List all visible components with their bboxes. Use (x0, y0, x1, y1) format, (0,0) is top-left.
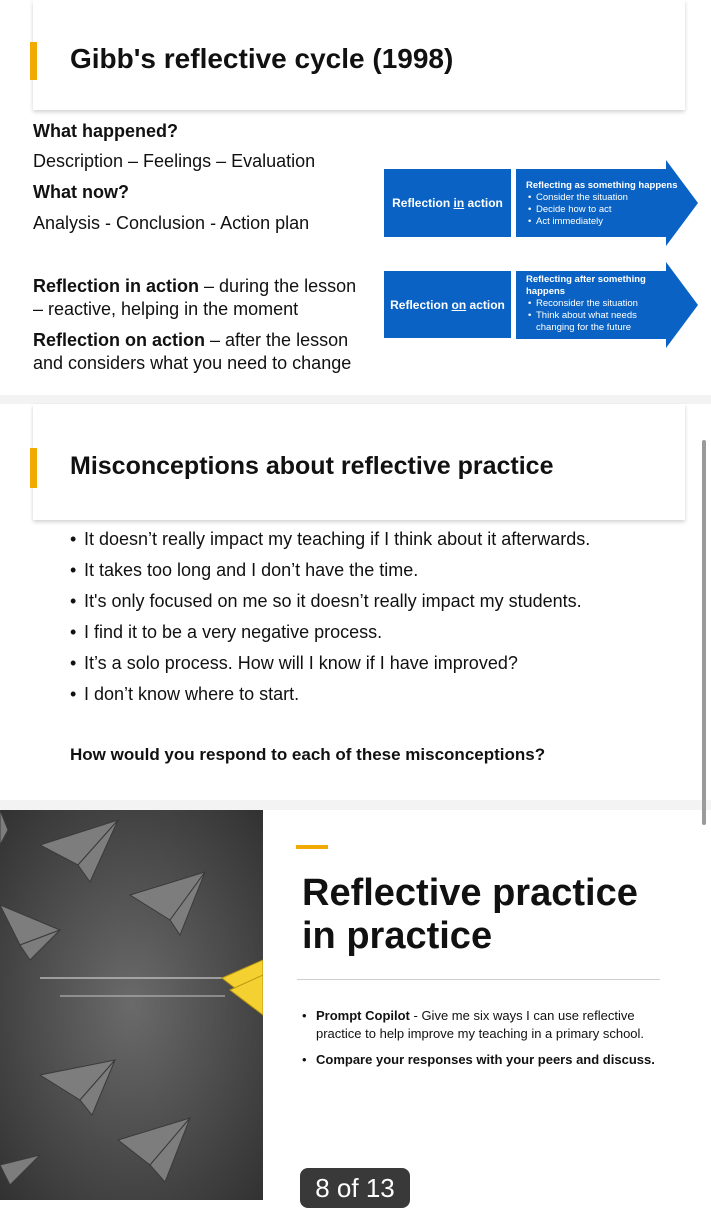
arrow1-item: • Decide how to act (536, 204, 678, 216)
slide-separator (0, 395, 711, 404)
slide-separator (0, 800, 711, 810)
reflection-in-action-label: Reflection in action (33, 276, 200, 296)
reflection-on-action-text (33, 328, 348, 352)
reflecting-after-arrow (516, 262, 698, 348)
activity-list (302, 1007, 662, 1077)
what-happened-label: What happened? (33, 121, 178, 141)
list-item (302, 1051, 662, 1069)
reflecting-as-happens-arrow (516, 160, 698, 246)
title-accent-bar (30, 448, 37, 488)
reflection-on-action-desc-2: and considers what you need to change (33, 353, 352, 373)
bullet1-text: - Give me six ways I can use reflective practice to help improve my teaching in a primary school. (316, 1008, 645, 1041)
list-item: • It takes too long and I don’t have the time. (70, 555, 590, 586)
reflection-on-action-box (384, 271, 511, 338)
list-item (302, 1007, 662, 1043)
box2-post: action (469, 297, 505, 312)
bullet1-bold: Prompt Copilot (316, 1008, 410, 1023)
paper-planes-illustration (0, 810, 263, 1200)
reflection-on-action-desc: – after the lesson (205, 330, 349, 350)
box1-pre: Reflection (392, 196, 451, 210)
box2-pre: Reflection (390, 297, 449, 312)
what-happened-text: Description – Feelings – Evaluation (33, 151, 316, 171)
reflection-in-action-text (33, 274, 356, 298)
slide-title: Misconceptions about reflective practice (70, 452, 554, 480)
list-item: • It’s a solo process. How will I know if I have improved? (70, 648, 590, 679)
arrow2-heading-2: happens (526, 286, 566, 297)
slide-reflective-practice (0, 810, 711, 1200)
list-item: • I find it to be a very negative process. (70, 617, 590, 648)
title-accent-dash (296, 845, 328, 849)
slide-title-line-1: Reflective practice (302, 872, 638, 914)
title-divider (297, 979, 660, 980)
slide-title: Gibb's reflective cycle (1998) (70, 43, 454, 74)
question-text: How would you respond to each of these misconceptions? (70, 745, 546, 764)
reflection-in-action-box (384, 169, 511, 237)
page-indicator: 8 of 13 (300, 1168, 410, 1208)
title-accent-bar (30, 42, 37, 80)
arrow1-item: • Consider the situation (536, 192, 678, 204)
box1-post: action (467, 196, 503, 210)
reflection-in-action-desc-2: – reactive, helping in the moment (33, 299, 299, 319)
slide-misconceptions (0, 404, 711, 804)
reflection-on-action-label: Reflection on action (33, 330, 206, 350)
misconceptions-list (70, 524, 590, 710)
list-item: • It doesn’t really impact my teaching if I think about it afterwards. (70, 524, 590, 555)
what-now-label: What now? (33, 182, 129, 202)
box1-em: in (453, 196, 465, 210)
arrow2-item: • Think about what needs (536, 310, 646, 322)
list-item: • I don’t know where to start. (70, 679, 590, 710)
slide-title-line-2: in practice (302, 915, 493, 957)
arrow1-item: • Act immediately (536, 216, 678, 228)
slide-gibbs-cycle (0, 0, 711, 395)
arrow2-item-cont: changing for the future (536, 322, 632, 333)
what-now-text: Analysis - Conclusion - Action plan (33, 213, 310, 233)
scrollbar[interactable] (702, 440, 706, 825)
arrow2-item: • Reconsider the situation (536, 298, 646, 310)
arrow2-heading-1: Reflecting after something (526, 274, 646, 285)
arrow1-heading: Reflecting as something happens (526, 180, 678, 191)
list-item: • It's only focused on me so it doesn’t really impact my students. (70, 586, 590, 617)
reflection-in-action-desc: – during the lesson (199, 276, 357, 296)
bullet2-text: Compare your responses with your peers and discuss. (316, 1052, 655, 1067)
box2-em: on (451, 297, 467, 312)
paper-planes-image (0, 810, 263, 1200)
